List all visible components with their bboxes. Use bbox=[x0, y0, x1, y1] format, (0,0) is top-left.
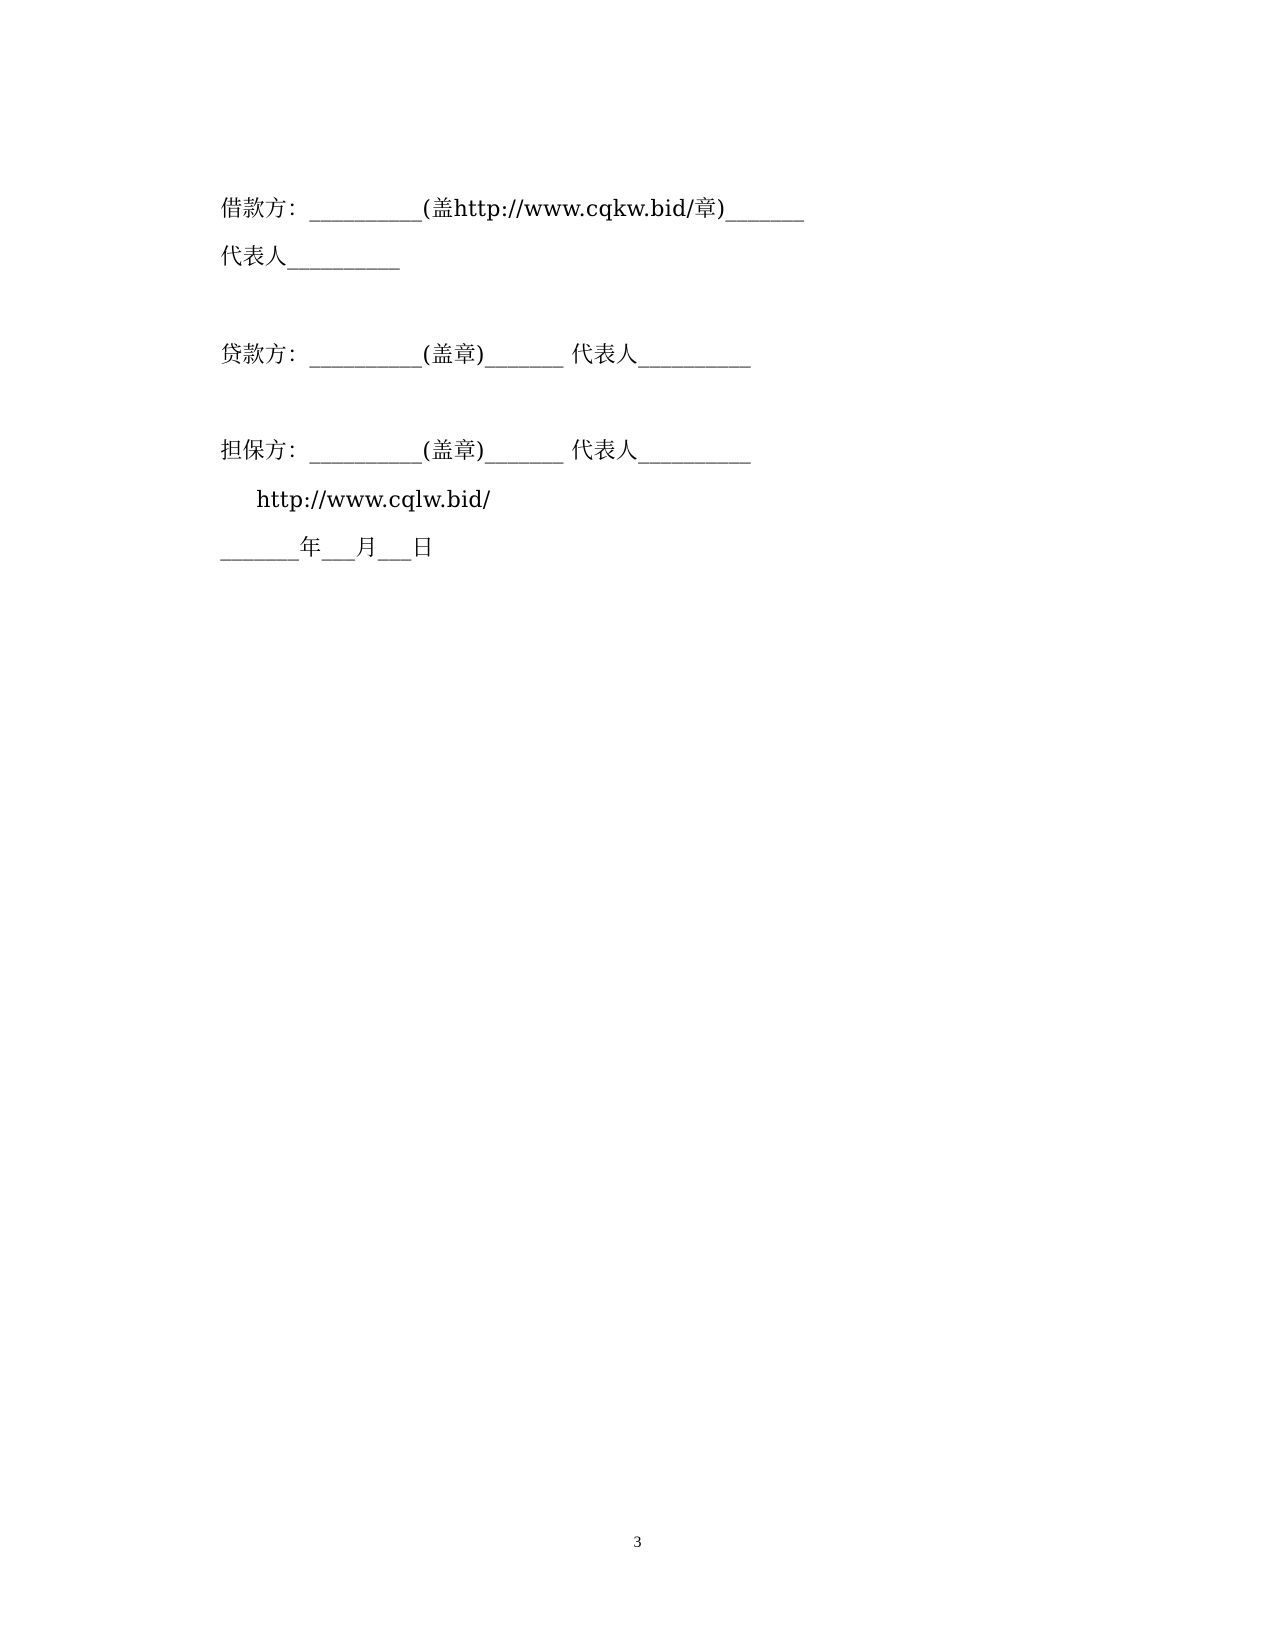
lender-line-text: 贷款方：__________(盖章)_______ 代表人__________ bbox=[220, 343, 752, 368]
date-text: _______年___月___日 bbox=[220, 536, 434, 561]
guarantor-line-text: 担保方：__________(盖章)_______ 代表人__________ bbox=[220, 439, 752, 464]
borrower-representative-text: 代表人__________ bbox=[220, 245, 401, 270]
page-number: 3 bbox=[633, 1534, 642, 1551]
borrower-representative-line bbox=[191, 213, 400, 303]
date-line bbox=[191, 504, 434, 594]
borrower-line-text: 借款方：__________(盖http://www.cqkw.bid/章)_______ bbox=[220, 197, 805, 222]
lender-signature-line bbox=[191, 311, 751, 401]
url-text: http://www.cqlw.bid/ bbox=[256, 488, 491, 513]
